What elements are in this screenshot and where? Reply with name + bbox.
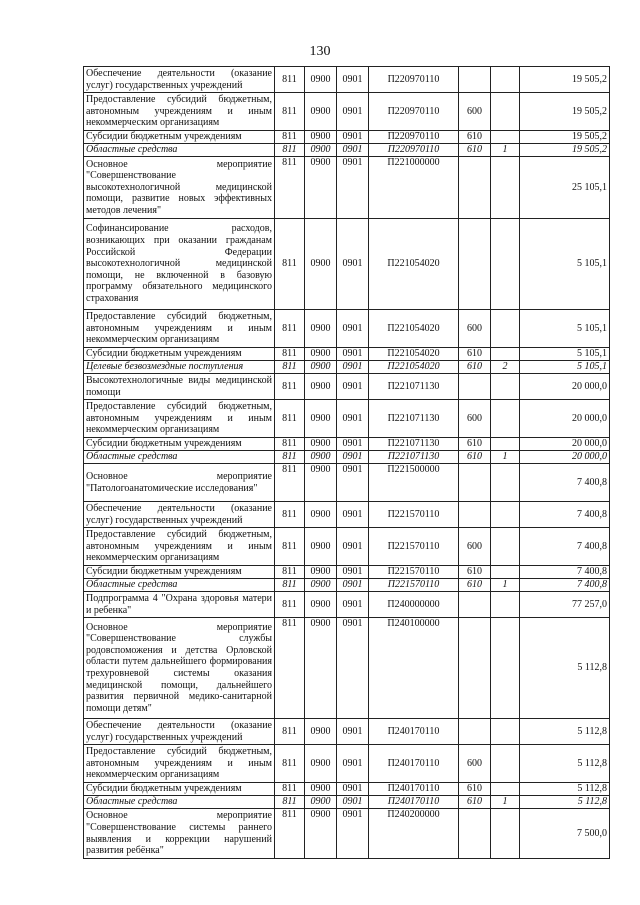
row-section-cell: 0900 (305, 93, 337, 131)
row-subsection-cell: 0901 (337, 464, 369, 502)
row-subcode-cell (491, 464, 520, 502)
row-subcode-cell (491, 348, 520, 361)
row-section-cell: 0900 (305, 361, 337, 374)
row-subsection-cell: 0901 (337, 219, 369, 310)
row-target-article-cell: П221570110 (369, 579, 459, 592)
row-subcode-cell (491, 157, 520, 219)
row-target-article-cell: П221570110 (369, 502, 459, 528)
table-row (84, 579, 610, 592)
row-target-article-cell: П221071130 (369, 400, 459, 438)
row-subsection-cell: 0901 (337, 451, 369, 464)
row-amount-cell: 19 505,2 (520, 144, 610, 157)
row-name-cell: Областные средства (84, 451, 275, 464)
row-amount-cell: 20 000,0 (520, 374, 610, 400)
table-row (84, 796, 610, 809)
row-expense-type-cell: 600 (459, 93, 491, 131)
row-target-article-cell: П220970110 (369, 131, 459, 144)
row-target-article-cell: П220970110 (369, 93, 459, 131)
row-amount-cell: 5 112,8 (520, 796, 610, 809)
row-grbs-cell: 811 (275, 502, 305, 528)
row-amount-cell: 5 105,1 (520, 310, 610, 348)
row-expense-type-cell (459, 809, 491, 859)
row-grbs-cell: 811 (275, 592, 305, 618)
row-subsection-cell: 0901 (337, 144, 369, 157)
budget-table (83, 66, 610, 859)
row-subsection-cell: 0901 (337, 131, 369, 144)
table-row (84, 719, 610, 745)
row-name-cell: Основное мероприятие "Патологоанатомические исследования" (84, 464, 275, 502)
table-row (84, 438, 610, 451)
row-section-cell: 0900 (305, 618, 337, 719)
row-expense-type-cell (459, 592, 491, 618)
row-subcode-cell (491, 592, 520, 618)
row-grbs-cell: 811 (275, 361, 305, 374)
row-name-cell: Высокотехнологичные виды медицинской помощи (84, 374, 275, 400)
table-row (84, 745, 610, 783)
row-subsection-cell: 0901 (337, 361, 369, 374)
row-subcode-cell (491, 566, 520, 579)
row-expense-type-cell (459, 219, 491, 310)
row-section-cell: 0900 (305, 131, 337, 144)
row-grbs-cell: 811 (275, 157, 305, 219)
row-subcode-cell (491, 502, 520, 528)
row-amount-cell: 7 400,8 (520, 566, 610, 579)
row-name-cell: Областные средства (84, 144, 275, 157)
row-grbs-cell: 811 (275, 809, 305, 859)
row-expense-type-cell: 600 (459, 528, 491, 566)
table-row (84, 348, 610, 361)
row-expense-type-cell: 600 (459, 310, 491, 348)
row-subcode-cell: 1 (491, 796, 520, 809)
row-section-cell: 0900 (305, 809, 337, 859)
row-amount-cell: 5 105,1 (520, 361, 610, 374)
row-grbs-cell: 811 (275, 719, 305, 745)
row-section-cell: 0900 (305, 719, 337, 745)
row-grbs-cell: 811 (275, 464, 305, 502)
row-subsection-cell: 0901 (337, 93, 369, 131)
row-name-cell: Софинансирование расходов, возникающих при оказании гражданам Российской Федерации высокотехнологичной медицинской помощи, не включенной в базовую программу обязательного медицинского страхования (84, 219, 275, 310)
row-name-cell: Предоставление субсидий бюджетным, автономным учреждениям и иным некоммерческим организациям (84, 745, 275, 783)
table-row (84, 144, 610, 157)
table-row (84, 464, 610, 502)
table-row (84, 400, 610, 438)
row-expense-type-cell: 610 (459, 361, 491, 374)
row-subsection-cell: 0901 (337, 374, 369, 400)
row-section-cell: 0900 (305, 464, 337, 502)
row-name-cell: Областные средства (84, 579, 275, 592)
row-grbs-cell: 811 (275, 131, 305, 144)
row-subcode-cell (491, 400, 520, 438)
row-amount-cell: 19 505,2 (520, 67, 610, 93)
row-subsection-cell: 0901 (337, 528, 369, 566)
row-expense-type-cell: 610 (459, 438, 491, 451)
row-name-cell: Предоставление субсидий бюджетным, автономным учреждениям и иным некоммерческим организациям (84, 93, 275, 131)
row-section-cell: 0900 (305, 310, 337, 348)
row-expense-type-cell: 600 (459, 745, 491, 783)
row-name-cell: Обеспечение деятельности (оказание услуг) государственных учреждений (84, 719, 275, 745)
row-target-article-cell: П221071130 (369, 438, 459, 451)
row-target-article-cell: П240170110 (369, 783, 459, 796)
row-grbs-cell: 811 (275, 579, 305, 592)
row-subsection-cell: 0901 (337, 809, 369, 859)
row-subsection-cell: 0901 (337, 745, 369, 783)
row-name-cell: Обеспечение деятельности (оказание услуг) государственных учреждений (84, 502, 275, 528)
table-row (84, 528, 610, 566)
row-section-cell: 0900 (305, 528, 337, 566)
row-expense-type-cell: 610 (459, 144, 491, 157)
row-target-article-cell: П220970110 (369, 67, 459, 93)
row-grbs-cell: 811 (275, 528, 305, 566)
row-subcode-cell: 2 (491, 361, 520, 374)
row-expense-type-cell: 610 (459, 131, 491, 144)
row-subsection-cell: 0901 (337, 502, 369, 528)
row-expense-type-cell (459, 157, 491, 219)
row-subcode-cell (491, 310, 520, 348)
row-amount-cell: 20 000,0 (520, 438, 610, 451)
row-amount-cell: 20 000,0 (520, 400, 610, 438)
row-section-cell: 0900 (305, 566, 337, 579)
row-name-cell: Предоставление субсидий бюджетным, автономным учреждениям и иным некоммерческим организациям (84, 528, 275, 566)
row-name-cell: Субсидии бюджетным учреждениям (84, 348, 275, 361)
row-amount-cell: 5 112,8 (520, 783, 610, 796)
row-grbs-cell: 811 (275, 219, 305, 310)
row-section-cell: 0900 (305, 374, 337, 400)
row-expense-type-cell: 610 (459, 451, 491, 464)
row-amount-cell: 5 105,1 (520, 348, 610, 361)
row-subcode-cell: 1 (491, 451, 520, 464)
row-subsection-cell: 0901 (337, 719, 369, 745)
row-section-cell: 0900 (305, 592, 337, 618)
row-subsection-cell: 0901 (337, 796, 369, 809)
row-grbs-cell: 811 (275, 783, 305, 796)
row-expense-type-cell: 600 (459, 400, 491, 438)
table-row (84, 219, 610, 310)
table-row (84, 618, 610, 719)
table-row (84, 157, 610, 219)
row-target-article-cell: П221500000 (369, 464, 459, 502)
row-target-article-cell: П240200000 (369, 809, 459, 859)
row-section-cell: 0900 (305, 579, 337, 592)
row-amount-cell: 20 000,0 (520, 451, 610, 464)
row-grbs-cell: 811 (275, 67, 305, 93)
row-target-article-cell: П221071130 (369, 374, 459, 400)
row-name-cell: Целевые безвозмездные поступления (84, 361, 275, 374)
row-section-cell: 0900 (305, 502, 337, 528)
row-grbs-cell: 811 (275, 93, 305, 131)
row-target-article-cell: П221570110 (369, 566, 459, 579)
row-grbs-cell: 811 (275, 374, 305, 400)
row-subcode-cell (491, 438, 520, 451)
row-subsection-cell: 0901 (337, 783, 369, 796)
table-row (84, 809, 610, 859)
table-row (84, 93, 610, 131)
table-row (84, 566, 610, 579)
table-row (84, 310, 610, 348)
row-grbs-cell: 811 (275, 618, 305, 719)
row-expense-type-cell (459, 502, 491, 528)
budget-table-body (84, 67, 610, 859)
row-name-cell: Субсидии бюджетным учреждениям (84, 131, 275, 144)
row-name-cell: Областные средства (84, 796, 275, 809)
row-expense-type-cell: 610 (459, 348, 491, 361)
row-grbs-cell: 811 (275, 451, 305, 464)
row-section-cell: 0900 (305, 144, 337, 157)
row-target-article-cell: П221054020 (369, 348, 459, 361)
row-amount-cell: 7 400,8 (520, 502, 610, 528)
row-section-cell: 0900 (305, 796, 337, 809)
row-amount-cell: 5 112,8 (520, 745, 610, 783)
row-target-article-cell: П240170110 (369, 719, 459, 745)
row-target-article-cell: П240170110 (369, 796, 459, 809)
row-section-cell: 0900 (305, 67, 337, 93)
row-amount-cell: 7 400,8 (520, 579, 610, 592)
row-grbs-cell: 811 (275, 745, 305, 783)
row-target-article-cell: П221000000 (369, 157, 459, 219)
row-subsection-cell: 0901 (337, 67, 369, 93)
row-subcode-cell (491, 528, 520, 566)
row-amount-cell: 19 505,2 (520, 131, 610, 144)
row-target-article-cell: П221054020 (369, 361, 459, 374)
row-name-cell: Субсидии бюджетным учреждениям (84, 566, 275, 579)
row-target-article-cell: П240170110 (369, 745, 459, 783)
row-subcode-cell (491, 783, 520, 796)
row-name-cell: Субсидии бюджетным учреждениям (84, 783, 275, 796)
row-section-cell: 0900 (305, 400, 337, 438)
row-subsection-cell: 0901 (337, 157, 369, 219)
row-subsection-cell: 0901 (337, 400, 369, 438)
row-grbs-cell: 811 (275, 400, 305, 438)
row-name-cell: Основное мероприятие "Совершенствование высокотехнологичной медицинской помощи, развитие новых эффективных методов лечения" (84, 157, 275, 219)
row-section-cell: 0900 (305, 219, 337, 310)
row-section-cell: 0900 (305, 438, 337, 451)
row-expense-type-cell (459, 67, 491, 93)
row-amount-cell: 5 112,8 (520, 719, 610, 745)
row-target-article-cell: П220970110 (369, 144, 459, 157)
page-number: 130 (309, 44, 331, 59)
row-target-article-cell: П240000000 (369, 592, 459, 618)
row-target-article-cell: П221054020 (369, 219, 459, 310)
table-row (84, 592, 610, 618)
row-expense-type-cell: 610 (459, 566, 491, 579)
row-grbs-cell: 811 (275, 348, 305, 361)
table-row (84, 131, 610, 144)
row-subcode-cell (491, 618, 520, 719)
row-target-article-cell: П221054020 (369, 310, 459, 348)
row-subcode-cell: 1 (491, 144, 520, 157)
row-subcode-cell (491, 219, 520, 310)
row-subcode-cell (491, 745, 520, 783)
row-grbs-cell: 811 (275, 566, 305, 579)
row-amount-cell: 77 257,0 (520, 592, 610, 618)
row-subsection-cell: 0901 (337, 438, 369, 451)
row-name-cell: Подпрограмма 4 "Охрана здоровья матери и ребенка" (84, 592, 275, 618)
row-subcode-cell (491, 131, 520, 144)
row-name-cell: Предоставление субсидий бюджетным, автономным учреждениям и иным некоммерческим организациям (84, 310, 275, 348)
row-target-article-cell: П240100000 (369, 618, 459, 719)
row-target-article-cell: П221570110 (369, 528, 459, 566)
table-row (84, 67, 610, 93)
row-name-cell: Субсидии бюджетным учреждениям (84, 438, 275, 451)
row-expense-type-cell (459, 719, 491, 745)
row-subcode-cell: 1 (491, 579, 520, 592)
table-row (84, 502, 610, 528)
row-amount-cell: 5 105,1 (520, 219, 610, 310)
row-amount-cell: 19 505,2 (520, 93, 610, 131)
row-expense-type-cell (459, 374, 491, 400)
row-subcode-cell (491, 374, 520, 400)
row-name-cell: Обеспечение деятельности (оказание услуг) государственных учреждений (84, 67, 275, 93)
row-grbs-cell: 811 (275, 310, 305, 348)
row-expense-type-cell: 610 (459, 579, 491, 592)
row-section-cell: 0900 (305, 157, 337, 219)
row-subcode-cell (491, 809, 520, 859)
row-subcode-cell (491, 93, 520, 131)
row-expense-type-cell (459, 464, 491, 502)
row-subsection-cell: 0901 (337, 592, 369, 618)
row-section-cell: 0900 (305, 745, 337, 783)
row-subsection-cell: 0901 (337, 618, 369, 719)
row-subcode-cell (491, 719, 520, 745)
row-name-cell: Основное мероприятие "Совершенствование системы раннего выявления и коррекции нарушений развития ребёнка" (84, 809, 275, 859)
row-amount-cell: 5 112,8 (520, 618, 610, 719)
row-subsection-cell: 0901 (337, 310, 369, 348)
table-row (84, 783, 610, 796)
row-name-cell: Основное мероприятие "Совершенствование службы родовспоможения и детства Орловской области путем дальнейшего формирования трехуровневой системы оказания медицинской помощи, дальнейшего развития первичной медико-санитарной помощи детям" (84, 618, 275, 719)
row-expense-type-cell (459, 618, 491, 719)
table-row (84, 374, 610, 400)
row-grbs-cell: 811 (275, 796, 305, 809)
row-subsection-cell: 0901 (337, 579, 369, 592)
row-expense-type-cell: 610 (459, 796, 491, 809)
row-amount-cell: 7 400,8 (520, 464, 610, 502)
row-section-cell: 0900 (305, 348, 337, 361)
row-amount-cell: 7 500,0 (520, 809, 610, 859)
table-row (84, 361, 610, 374)
row-target-article-cell: П221071130 (369, 451, 459, 464)
table-row (84, 451, 610, 464)
row-subcode-cell (491, 67, 520, 93)
row-expense-type-cell: 610 (459, 783, 491, 796)
row-amount-cell: 25 105,1 (520, 157, 610, 219)
row-grbs-cell: 811 (275, 438, 305, 451)
row-name-cell: Предоставление субсидий бюджетным, автономным учреждениям и иным некоммерческим организациям (84, 400, 275, 438)
row-amount-cell: 7 400,8 (520, 528, 610, 566)
row-section-cell: 0900 (305, 451, 337, 464)
row-subsection-cell: 0901 (337, 348, 369, 361)
row-grbs-cell: 811 (275, 144, 305, 157)
row-section-cell: 0900 (305, 783, 337, 796)
row-subsection-cell: 0901 (337, 566, 369, 579)
